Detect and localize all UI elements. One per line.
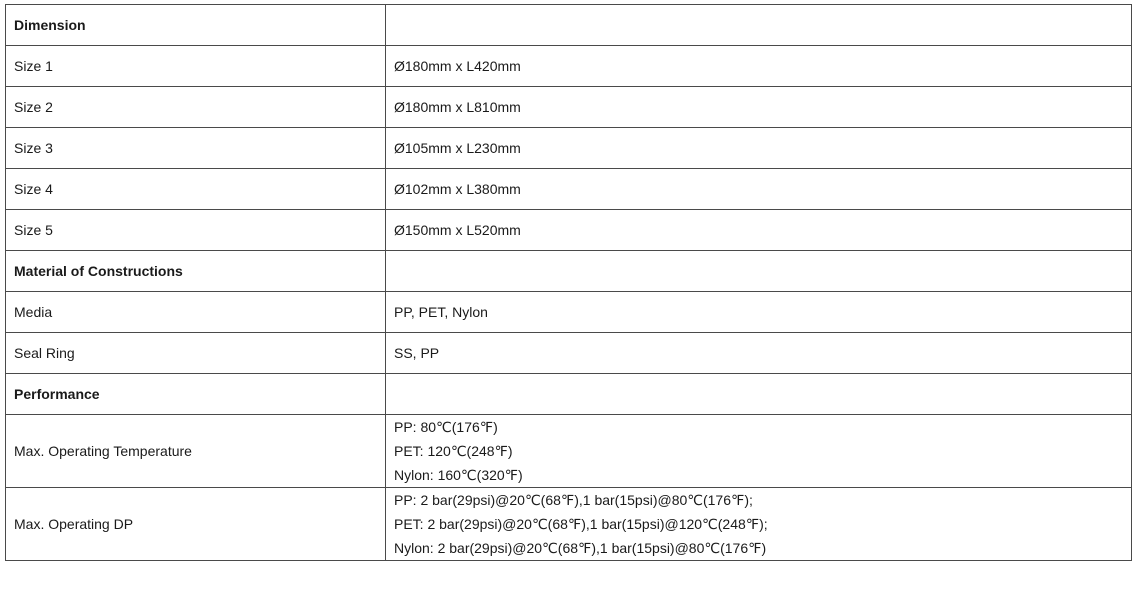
row-label: Size 2 [6,87,386,128]
row-value: Ø180mm x L810mm [386,87,1132,128]
table-row [6,210,1132,251]
section-row-materials [6,251,1132,292]
row-value: Ø102mm x L380mm [386,169,1132,210]
value-line: Nylon: 160℃(320℉) [394,467,523,483]
section-heading: Performance [6,374,386,415]
row-label: Max. Operating Temperature [6,415,386,488]
table-row [6,292,1132,333]
row-value: Ø150mm x L520mm [386,210,1132,251]
row-value: PP, PET, Nylon [386,292,1132,333]
value-line: PP: 2 bar(29psi)@20℃(68℉),1 bar(15psi)@80℃(176℉); [394,492,753,508]
section-row-performance [6,374,1132,415]
table-row [6,128,1132,169]
table-row [6,333,1132,374]
row-value [386,415,1132,488]
table-row [6,488,1132,561]
empty-cell [386,251,1132,292]
row-value: SS, PP [386,333,1132,374]
spec-table [5,4,1132,561]
row-label: Size 5 [6,210,386,251]
section-heading: Dimension [6,5,386,46]
row-value: Ø180mm x L420mm [386,46,1132,87]
row-label: Size 3 [6,128,386,169]
empty-cell [386,5,1132,46]
row-value [386,488,1132,561]
row-label: Size 1 [6,46,386,87]
section-heading: Material of Constructions [6,251,386,292]
section-row-dimension [6,5,1132,46]
value-line: Nylon: 2 bar(29psi)@20℃(68℉),1 bar(15psi)@80℃(176℉) [394,540,767,556]
value-line: PET: 2 bar(29psi)@20℃(68℉),1 bar(15psi)@120℃(248℉); [394,516,768,532]
row-label: Media [6,292,386,333]
row-label: Size 4 [6,169,386,210]
value-line: PET: 120℃(248℉) [394,443,513,459]
table-row [6,169,1132,210]
row-label: Max. Operating DP [6,488,386,561]
empty-cell [386,374,1132,415]
table-row [6,46,1132,87]
row-value: Ø105mm x L230mm [386,128,1132,169]
row-label: Seal Ring [6,333,386,374]
value-line: PP: 80℃(176℉) [394,419,498,435]
table-row [6,415,1132,488]
table-row [6,87,1132,128]
